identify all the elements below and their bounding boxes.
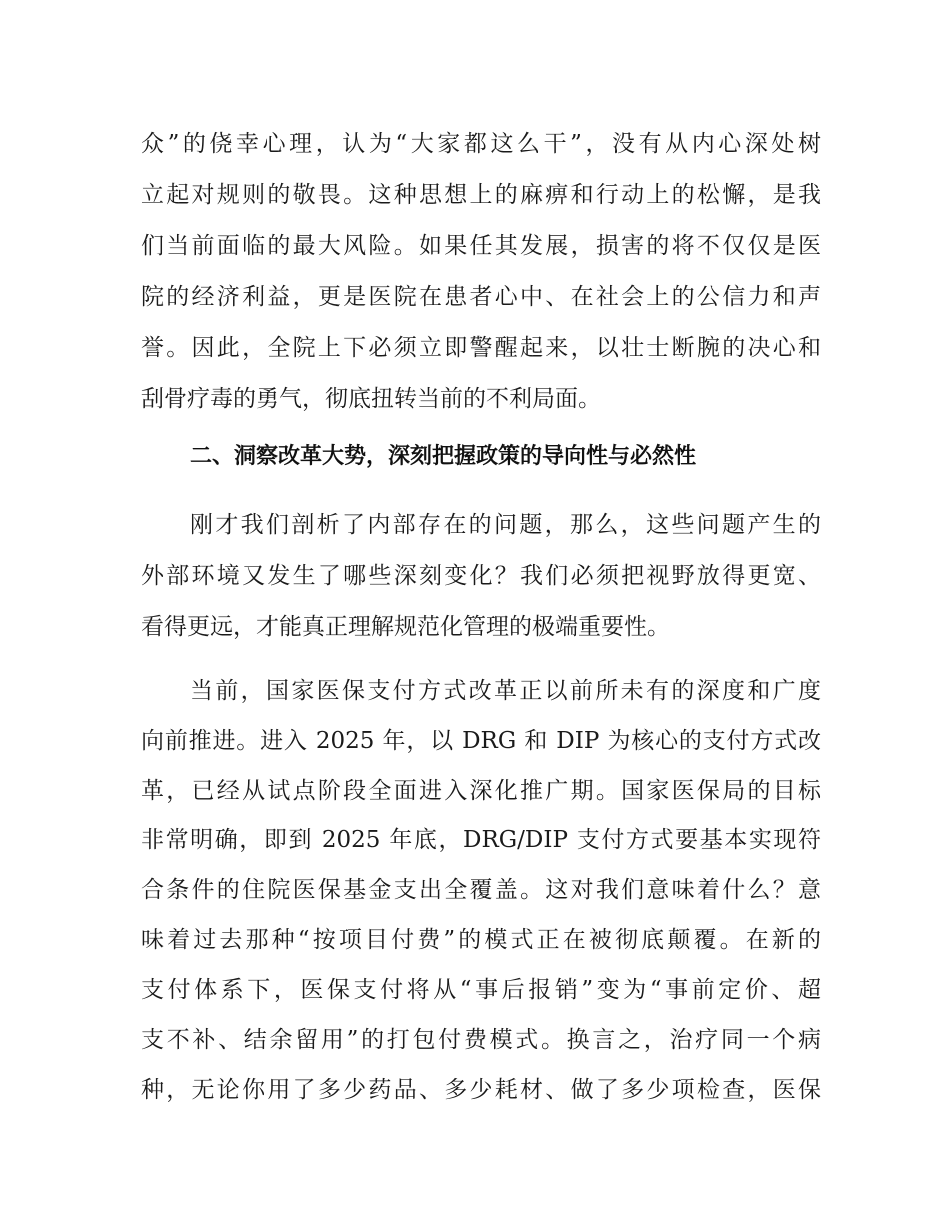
text-line: 合条件的住院医保基金支出全覆盖。这对我们意味着什么？意 xyxy=(141,877,821,903)
text-line: 种，无论你用了多少药品、多少耗材、做了多少项检查，医保 xyxy=(141,1077,821,1103)
text-line: 当前，国家医保支付方式改革正以前所未有的深度和广度 xyxy=(190,678,821,704)
text-line: 革，已经从试点阶段全面进入深化推广期。国家医保局的目标 xyxy=(141,778,821,804)
text-line: 支不补、结余留用”的打包付费模式。换言之，治疗同一个病 xyxy=(141,1027,821,1053)
text-line: 刮骨疗毒的勇气，彻底扭转当前的不利局面。 xyxy=(141,386,601,412)
text-line: 众”的侥幸心理，认为“大家都这么干”，没有从内心深处树 xyxy=(141,131,821,157)
text-line: 向前推进。进入 2025 年，以 DRG 和 DIP 为核心的支付方式改 xyxy=(141,728,821,754)
text-line: 立起对规则的敬畏。这种思想上的麻痹和行动上的松懈，是我 xyxy=(141,182,821,208)
text-line: 支付体系下，医保支付将从“事后报销”变为“事前定价、超 xyxy=(141,977,821,1003)
text-line: 外部环境又发生了哪些深刻变化？我们必须把视野放得更宽、 xyxy=(141,563,821,589)
section-heading: 二、洞察改革大势，深刻把握政策的导向性与必然性 xyxy=(190,444,697,469)
text-line: 非常明确，即到 2025 年底，DRG/DIP 支付方式要基本实现符 xyxy=(141,827,821,853)
text-line: 刚才我们剖析了内部存在的问题，那么，这些问题产生的 xyxy=(190,512,821,538)
text-line: 味着过去那种“按项目付费”的模式正在被彻底颠覆。在新的 xyxy=(141,927,821,953)
text-line: 们当前面临的最大风险。如果任其发展，损害的将不仅仅是医 xyxy=(141,233,821,259)
text-line: 看得更远，才能真正理解规范化管理的极端重要性。 xyxy=(141,614,670,640)
text-line: 誉。因此，全院上下必须立即警醒起来，以壮士断腕的决心和 xyxy=(141,335,821,361)
text-line: 院的经济利益，更是医院在患者心中、在社会上的公信力和声 xyxy=(141,284,821,310)
